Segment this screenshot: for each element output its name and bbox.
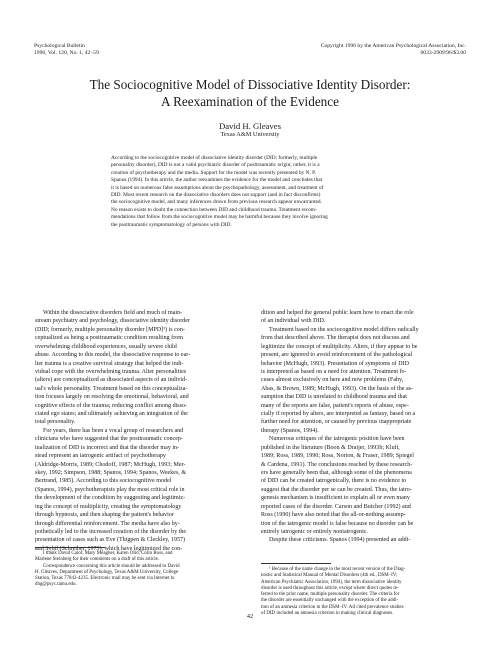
body-text-line: Within the dissociative disorders field and much of main-	[43, 310, 183, 316]
body-text-line: of an individual with DID.	[261, 318, 326, 325]
abstract-line: No reason exists to doubt the connection between DID and childhood trauma. Treatment recom-	[111, 206, 317, 213]
body-text-line: overwhelming childhood experiences, usually severe child	[35, 343, 177, 350]
body-text-line: of DID can be created iatrogenically, there is no evidence to	[261, 478, 407, 485]
body-text-line: from that described above. The therapist does not discuss and	[261, 335, 410, 342]
abstract-line: the posttraumatic symptomatology of persons with DID.	[111, 221, 232, 228]
footnote-line: tion of an amnesia criterion in the DSM–IV. All cited prevalence studies	[261, 604, 404, 610]
body-text-line: Treatment based on the sociocognitive model differs radically	[269, 326, 419, 333]
body-text-line: suggest that the disorder per se can be created. Thus, the iatro-	[261, 486, 412, 493]
body-text-line: ual's whole personality. Treatment based on this conceptualiza-	[35, 385, 188, 392]
footnote-line: ferred to the prior name, multiple personality disorder. The criteria for	[261, 592, 400, 598]
body-text-line: the development of the condition by suggesting and legitimiz-	[35, 495, 186, 502]
body-column-right	[261, 309, 467, 545]
body-text-line: genesis mechanism is insufficient to explain all or even many	[261, 495, 410, 502]
author-note-line: dhg@psyc.tamu.edu.	[35, 582, 77, 588]
journal-citation-line: 1996, Vol. 120, No. 1, 42–59	[34, 50, 99, 56]
page-number: 42	[246, 613, 254, 620]
footnote-line: of DID included an amnesia criterion in making clinical diagnoses.	[261, 611, 394, 617]
body-text-line: Ross (1990) have also noted that the all-or-nothing assump-	[261, 512, 406, 519]
body-text-line: dition and helped the general public learn how to enact the role	[261, 310, 414, 316]
body-text-line: Bertrand, 1985). According to this sociocognitive model	[35, 478, 172, 485]
author-affiliation: Texas A&M University	[220, 131, 280, 138]
body-text-line: behavior (McHugh, 1993). Presentation of symptoms of DID	[261, 360, 409, 367]
copyright-line: 0033-2909/96/$3.00	[420, 50, 466, 56]
body-text-line: present, are ignored to avoid reinforcement of the pathological	[261, 352, 413, 359]
abstract-line: Spanos (1994). In this article, the author reexamines the evidence for the model and concludes that	[111, 177, 323, 184]
author-note-line: Correspondence concerning this article should be addressed to David	[43, 563, 180, 569]
body-text-line: cially if reported by alters, are interpreted as fantasy, based on a	[261, 411, 416, 418]
body-text-line: through hypnosis, and then shaping the patient's behavior	[35, 512, 174, 519]
body-text-line: many of the reports are false, patient's reports of abuse, espe-	[261, 402, 409, 409]
body-text-line: 1989; Ross, 1989, 1990; Ross, Norton, & Fraser, 1989; Spiegel	[261, 453, 414, 460]
body-text-line: abuse. According to this model, the dissociative response to ear-	[35, 352, 191, 359]
abstract-line: creation of psychotherapy and the media. Support for the model was recently presented by N. P.	[111, 169, 316, 176]
abstract	[111, 155, 390, 229]
body-text-line: through differential reinforcement. The media have also hy-	[35, 520, 180, 527]
copyright-notice	[321, 43, 466, 57]
body-text-line: ers have generally been that, although some of the phenomena	[261, 470, 412, 477]
body-text-line: ceptualized as being a posttraumatic condition resulting from	[35, 335, 183, 342]
body-text-line: (DID; formerly, multiple personality disorder [MPD]¹) is con-	[35, 326, 185, 333]
body-text-line: is interpreted as based on a need for attention. Treatment fo-	[261, 368, 407, 375]
footnote-line: American Psychiatric Association, 1994), the term dissociative identity	[261, 579, 402, 585]
body-text-line: (alters) are conceptualized as dissociated aspects of an individ-	[35, 377, 188, 384]
footnote-divider	[35, 547, 105, 548]
body-text-line: legitimize the concept of multiplicity. Alters, if they appear to be	[261, 343, 418, 350]
body-column-left	[35, 309, 243, 553]
author-note-line: H. Gleaves, Department of Psychology, Texas A&M University, College	[35, 569, 179, 575]
body-text-line: & Cardena, 1991). The conclusions reached by these research-	[261, 461, 413, 468]
body-text-line: vidual cope with the overwhelming trauma. Alter personalities	[35, 368, 187, 375]
footnote-line: disorder is used throughout this article, except where direct quotes re-	[261, 585, 399, 591]
body-text-line: cuses almost exclusively on here and now problems (Fahy,	[261, 377, 404, 384]
footnote-line: the disorder are essentially unchanged with the exception of the addi-	[261, 598, 399, 604]
body-text-line: tion of the iatrogenic model is false because no disorder can be	[261, 520, 414, 527]
body-text-line: cognitive effects of the trauma; reducing conflict among disso-	[35, 402, 188, 409]
body-text-line: skey, 1992; Simpson, 1988; Spanos, 1994; Spanos, Weekes, &	[35, 470, 187, 477]
article-title-line: The Sociocognitive Model of Dissociative Identity Disorder:	[89, 77, 411, 92]
journal-citation-line: Psychological Bulletin	[34, 43, 85, 49]
body-text-line: Numerous critiques of the iatrogenic position have been	[269, 436, 405, 443]
author-note	[35, 551, 243, 589]
body-text-line: total personality.	[35, 419, 76, 426]
body-text-line: further need for attention, or caused by previous inappropriate	[261, 419, 412, 426]
abstract-line: According to the sociocognitive model of dissociative identity disorder (DID; formerly, multiple	[111, 155, 318, 161]
body-text-line: Abas, & Brown, 1989; McHugh, 1993). On the basis of the as-	[261, 385, 413, 392]
body-text-line: Despite these criticisms. Spanos (1994) presented an addi-	[269, 537, 411, 544]
article-title	[0, 77, 500, 110]
body-text-line: pothetically led to the increased creation of the disorder by the	[35, 528, 187, 535]
body-text-line: published in the literature (Boon & Draijer, 1993b; Kluft,	[261, 444, 400, 451]
article-title-line: A Reexamination of the Evidence	[161, 93, 339, 109]
body-text-line: sumption that DID is unrelated to childhood trauma and that	[261, 394, 407, 401]
footnote-line: ¹ Because of the name change in the most recent version of the Diag-	[269, 567, 406, 572]
author-note-line: I thank David Calof, Mary Meagher, Karen Olio, Colin Ross, and	[43, 551, 173, 556]
journal-citation	[34, 43, 99, 57]
author-note-line: Station, Texas 77843-4235. Electronic mail may be sent via Internet to	[35, 576, 175, 582]
copyright-line: Copyright 1996 by the American Psychological Association, Inc.	[320, 43, 466, 49]
footnote-divider	[261, 563, 331, 564]
abstract-line: it is based on numerous false assumptions about the psychopathology, assessment, and treatment of	[111, 184, 324, 191]
author-name: David H. Gleaves	[218, 121, 281, 131]
body-text-line: entirely iatrogenic or entirely noniatrogenic.	[261, 528, 368, 535]
footnote	[261, 567, 467, 617]
body-text-line: stead represent an iatrogenic artifact of psychotherapy	[35, 453, 166, 460]
author-note-line: Marlene Steinberg for their comments on a draft of this article.	[35, 557, 159, 563]
body-text-line: For years, there has been a vocal group of researchers and	[43, 427, 184, 434]
body-text-line: ciated ego states; and ultimately achieving an integration of the	[35, 411, 188, 418]
abstract-line: the sociocognitive model, and many inferences drawn from previous research appear unwarranted.	[111, 199, 322, 206]
body-text-line: reported cases of the disorder. Carson and Butcher (1992) and	[261, 503, 411, 510]
body-text-line: (Spanos, 1994), psychotherapists play the most critical role in	[35, 486, 185, 493]
body-text-line: lier trauma is a creative survival strategy that helped the indi-	[35, 360, 184, 367]
body-text-line: tion focuses largely on resolving the emotional, behavioral, and	[35, 394, 189, 401]
footnote-line: nostic and Statistical Manual of Mental Disorders (4th ed., DSM–IV;	[261, 573, 398, 579]
body-text-line: (Aldridge-Morris, 1989; Chodoff, 1987; McHugh, 1993; Mer-	[35, 461, 186, 468]
body-text-line: tualization of DID is incorrect and that the disorder may in-	[35, 444, 180, 451]
abstract-line: mendations that follow from the sociocognitive model may be harmful because they involve ignoring	[111, 214, 328, 221]
body-text-line: and Sybil (Schreiber, 1973), which have legitimized the con-	[35, 545, 183, 552]
body-text-line: presentation of cases such as Eve (Thigpen & Cleckley, 1957)	[35, 537, 186, 544]
body-text-line: stream psychiatry and psychology, dissociative identity disorder	[35, 318, 190, 325]
body-text-line: clinicians who have suggested that the posttraumatic concep-	[35, 436, 183, 443]
body-text-line: ing the concept of multiplicity, creating the symptomatology	[35, 503, 182, 510]
abstract-line: DID. Most recent research on the dissociative disorders does not support (and in fact disconfirms)	[111, 192, 321, 199]
abstract-line: personality disorder), DID is not a valid psychiatric disorder of posttraumatic origin; rather, it is a	[111, 162, 320, 169]
body-text-line: therapy (Spanos, 1994).	[261, 427, 319, 434]
